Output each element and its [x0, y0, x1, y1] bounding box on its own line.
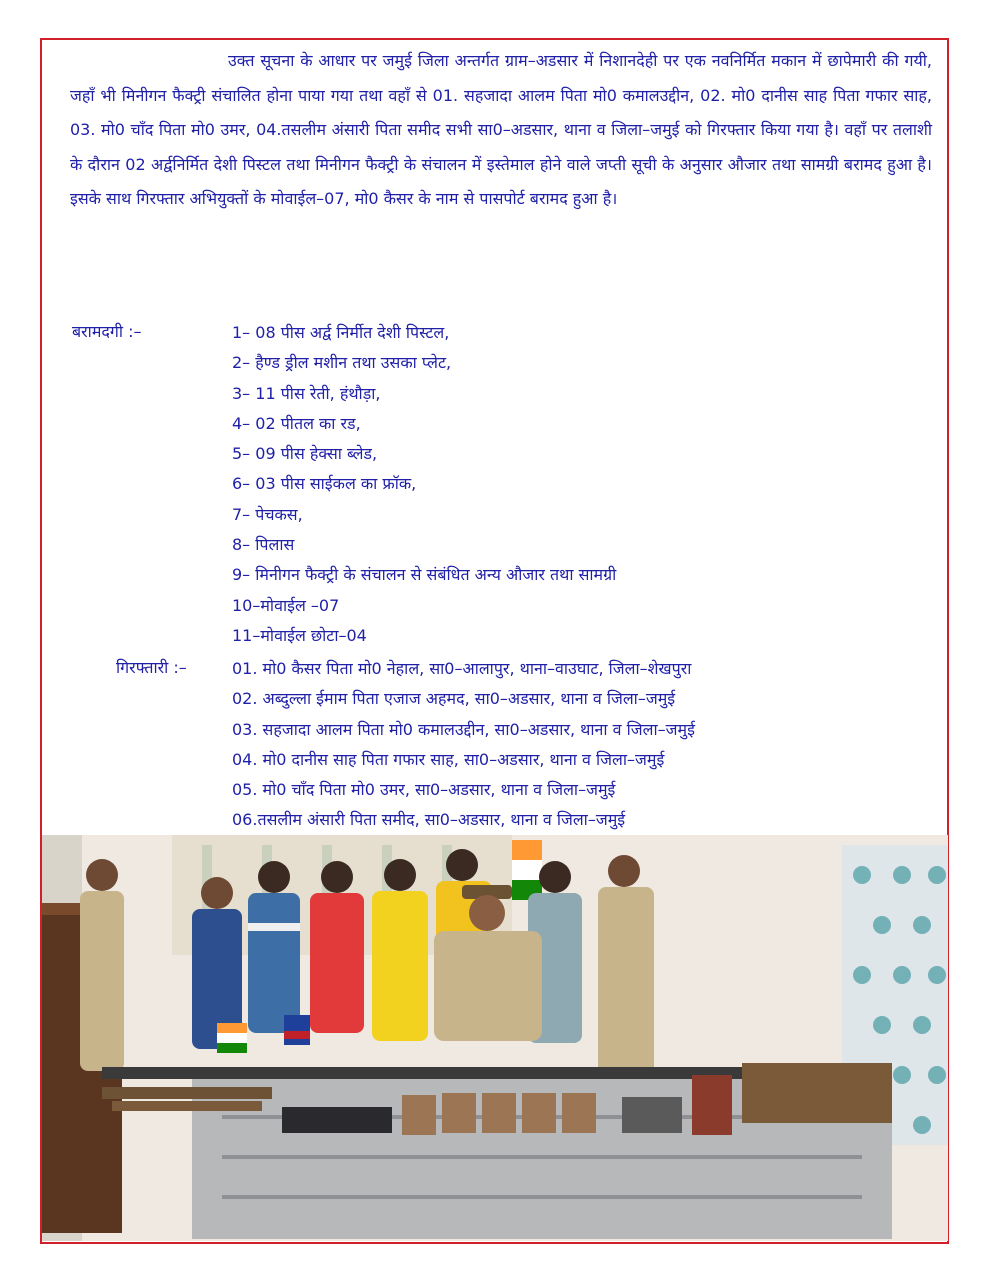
arrest-item: 04. मो0 दानीस साह पिता गफार साह, सा0–अडसार, थाना व जिला–जमुई: [232, 749, 665, 769]
recovery-label: बरामदगी :–: [72, 322, 142, 341]
recovery-item: 10–मोवाईल –07: [232, 595, 340, 615]
recovery-list: [232, 322, 616, 655]
recovery-item: 6– 03 पीस साईकल का फ्रॉक,: [232, 474, 417, 494]
recovery-item: 5– 09 पीस हेक्सा ब्लेड,: [232, 444, 378, 464]
report-paragraph: उक्त सूचना के आधार पर जमुई जिला अन्तर्गत ग्राम–अडसार में निशानदेही पर एक नवनिर्मित मकान में छापेमारी की गयी, जहॉं भी मिनीगन फैक्ट्री संचालित होना पाया गया तथा वहॉं से 01. सहजादा आलम पिता मो0 कमालउद्दीन, 02. मो0 दानीस साह पिता गफार साह, 03. मो0 चॉंद पिता मो0 उमर, 04.तसलीम अंसारी पिता समीद सभी सा0–अडसार, थाना व जिला–जमुई को गिरफ्तार किया गया है। वहॉं पर तलाशी के दौरान 02 अर्द्वनिर्मित देशी पिस्टल तथा मिनीगन फैक्ट्री के संचालन में इस्तेमाल होने वाले जप्ती सूची के अनुसार औजार तथा सामग्री बरामद हुआ है। इसके साथ गिरफ्तार अभियुक्तों के मोवाईल–07, मो0 कैसर के नाम से पासपोर्ट बरामद हुआ है।: [70, 51, 932, 208]
recovery-item: 1– 08 पीस अर्द्व निर्मीत देशी पिस्टल,: [232, 323, 450, 342]
recovery-item: 3– 11 पीस रेती, हंथौड़ा,: [232, 383, 381, 403]
press-photo: [42, 835, 948, 1241]
arrest-label: गिरफ्तारी :–: [116, 658, 187, 677]
arrest-item: 06.तसलीम अंसारी पिता समीद, सा0–अडसार, थाना व जिला–जमुई: [232, 810, 626, 830]
recovery-item: 8– पिलास: [232, 535, 295, 555]
arrest-item: 02. अब्दुल्ला ईमाम पिता एजाज अहमद, सा0–अडसार, थाना व जिला–जमुई: [232, 689, 676, 709]
flag-background: [512, 840, 542, 900]
arrest-list: [232, 658, 695, 840]
recovery-item: 4– 02 पीतल का रड,: [232, 413, 361, 433]
recovery-item: 7– पेचकस,: [232, 504, 303, 524]
arrest-item: 03. सहजादा आलम पिता मो0 कमालउद्दीन, सा0–अडसार, थाना व जिला–जमुई: [232, 719, 695, 739]
arrest-item: 01. मो0 कैसर पिता मो0 नेहाल, सा0–आलापुर, थाना–वाउघाट, जिला–शेखपुरा: [232, 659, 692, 678]
arrest-item: 05. मो0 चॉंद पिता मो0 उमर, सा0–अडसार, थाना व जिला–जमुई: [232, 780, 616, 800]
recovery-item: 11–मोवाईल छोटा–04: [232, 625, 367, 645]
recovery-item: 2– हैण्ड ड्रील मशीन तथा उसका प्लेट,: [232, 353, 452, 373]
standing-officer-right: [598, 855, 654, 1077]
recovery-item: 9– मिनीगन फैक्ट्री के संचालन से संबंधित अन्य औजार तथा सामग्री: [232, 565, 617, 585]
